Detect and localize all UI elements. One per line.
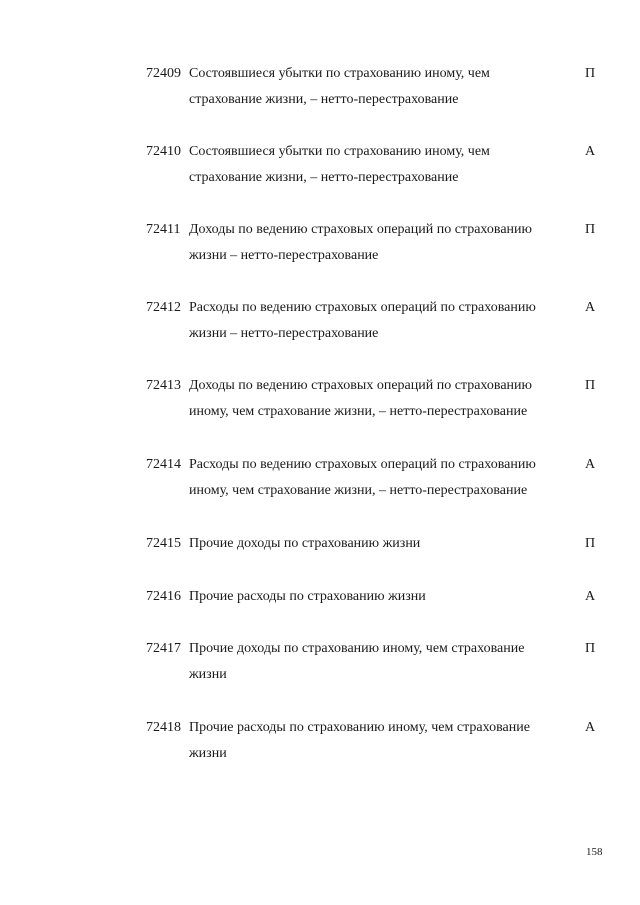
account-entry-72415: [146, 531, 606, 557]
account-side-marker: А: [585, 589, 596, 604]
account-list: [146, 61, 606, 767]
account-side-marker: А: [585, 300, 596, 315]
account-side-marker: П: [585, 222, 596, 237]
account-code: 72412: [146, 300, 181, 315]
account-code: 72411: [146, 222, 181, 237]
account-side-marker: П: [585, 641, 596, 656]
account-entry-72410: [146, 139, 606, 191]
account-description: Прочие расходы по страхованию иному, чем страхование жизни: [189, 720, 530, 761]
account-code: 72418: [146, 720, 181, 735]
account-description: Расходы по ведению страховых операций по страхованию жизни – нетто-перестрахование: [189, 300, 536, 341]
account-description: Состоявшиеся убытки по страхованию иному, чем страхование жизни, – нетто-перестрахование: [189, 66, 490, 107]
account-side-marker: А: [585, 720, 596, 735]
account-entry-72412: [146, 295, 606, 347]
account-code: 72416: [146, 589, 181, 604]
account-description: Доходы по ведению страховых операций по страхованию иному, чем страхование жизни, – нетто-перестрахование: [189, 378, 532, 419]
account-code: 72415: [146, 536, 181, 551]
account-description: Состоявшиеся убытки по страхованию иному, чем страхование жизни, – нетто-перестрахование: [189, 144, 490, 185]
account-description: Прочие доходы по страхованию жизни: [189, 536, 421, 551]
account-code: 72410: [146, 144, 181, 159]
account-side-marker: П: [585, 378, 596, 393]
account-side-marker: П: [585, 66, 596, 81]
page-number: 158: [586, 846, 603, 858]
account-side-marker: А: [585, 457, 596, 472]
account-entry-72411: [146, 217, 606, 269]
account-description: Расходы по ведению страховых операций по страхованию иному, чем страхование жизни, – нетто-перестрахование: [189, 457, 536, 498]
account-entry-72418: [146, 715, 606, 767]
account-description: Прочие расходы по страхованию жизни: [189, 589, 426, 604]
account-code: 72414: [146, 457, 181, 472]
account-side-marker: П: [585, 536, 596, 551]
account-entry-72417: [146, 636, 606, 688]
account-side-marker: А: [585, 144, 596, 159]
account-entry-72413: [146, 373, 606, 425]
account-entry-72409: [146, 61, 606, 113]
account-description: Прочие доходы по страхованию иному, чем страхование жизни: [189, 641, 525, 682]
account-entry-72416: [146, 584, 606, 610]
account-code: 72417: [146, 641, 181, 656]
account-entry-72414: [146, 452, 606, 504]
account-description: Доходы по ведению страховых операций по страхованию жизни – нетто-перестрахование: [189, 222, 532, 263]
account-code: 72409: [146, 66, 181, 81]
account-code: 72413: [146, 378, 181, 393]
